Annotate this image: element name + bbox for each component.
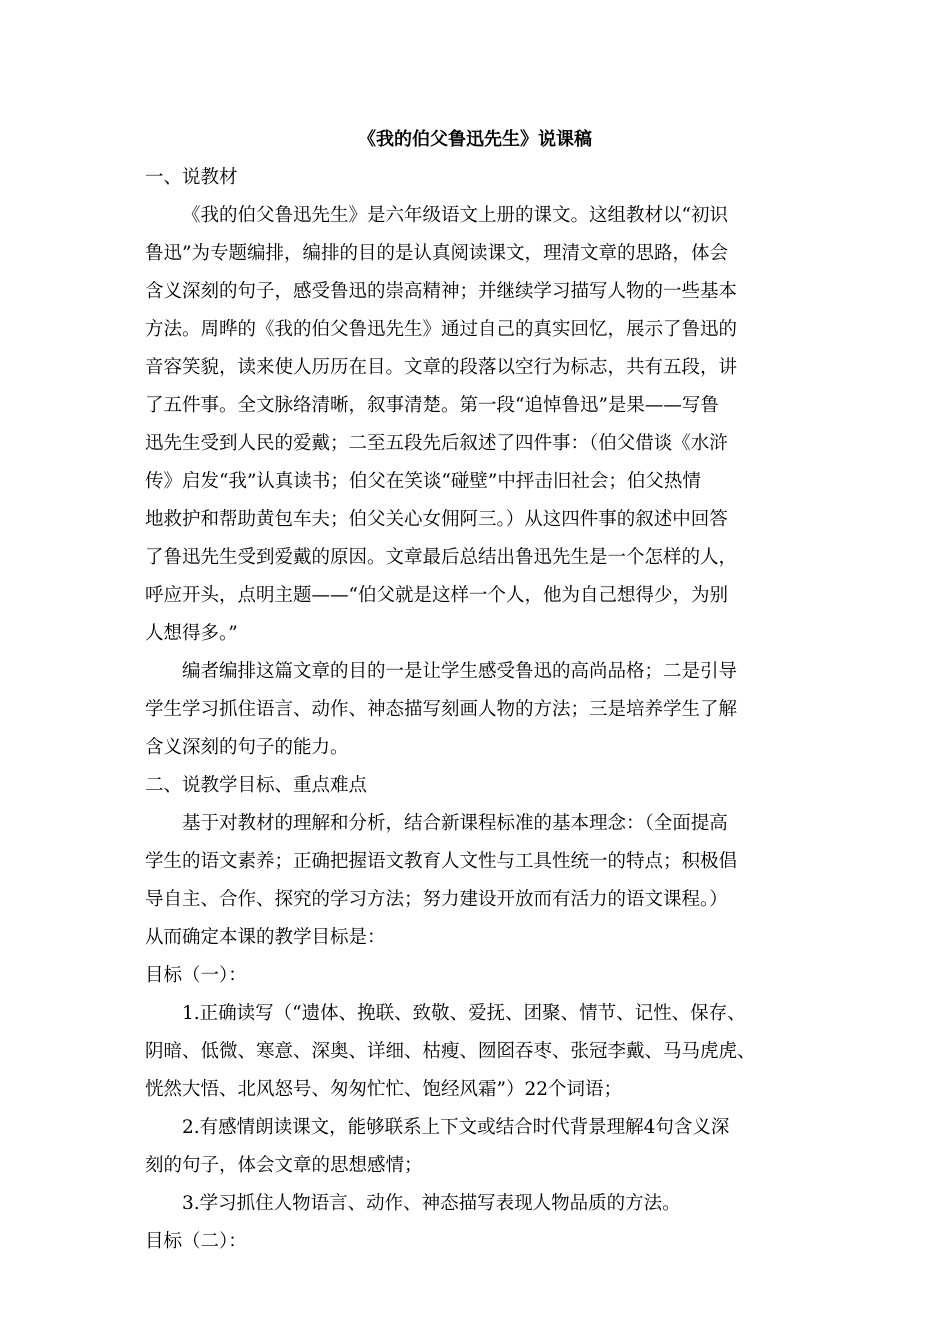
text-line: 方法。周晔的《我的伯父鲁迅先生》通过自己的真实回忆，展示了鲁迅的: [145, 319, 738, 340]
document-body: [145, 159, 785, 1261]
text-line: 目标（一）：: [145, 965, 247, 986]
text-line: 一、说教材: [145, 167, 238, 188]
text-line: 恍然大悟、北风怒号、匆匆忙忙、饱经风霜”）22个词语；: [145, 1079, 623, 1100]
text-line: 传》启发“我”认真读书；伯父在笑谈“碰壁”中抨击旧社会；伯父热情: [145, 471, 701, 492]
text-line: 了五件事。全文脉络清晰，叙事清楚。第一段“追悼鲁迅”是果——写鲁: [145, 395, 719, 416]
text-line: 呼应开头，点明主题——“伯父就是这样一个人，他为自己想得少，为别: [145, 585, 728, 606]
text-line: 编者编排这篇文章的目的一是让学生感受鲁迅的高尚品格；二是引导: [182, 661, 738, 682]
text-line: 基于对教材的理解和分析，结合新课程标准的基本理念：（全面提高: [182, 813, 728, 834]
text-line: 导自主、合作、探究的学习方法；努力建设开放而有活力的语文课程。）: [145, 889, 728, 910]
text-line: 从而确定本课的教学目标是：: [145, 927, 386, 948]
text-line: 《我的伯父鲁迅先生》是六年级语文上册的课文。这组教材以“初识: [182, 205, 728, 226]
text-line: 1.正确读写（“遗体、挽联、致敬、爱抚、团聚、情节、记性、保存、: [182, 1003, 746, 1024]
text-line: 目标（二）：: [145, 1231, 247, 1252]
text-line: 2.有感情朗读课文，能够联系上下文或结合时代背景理解4句含义深: [182, 1117, 730, 1138]
text-line: 含义深刻的句子的能力。: [145, 737, 349, 758]
text-line: 迅先生受到人民的爱戴；二至五段先后叙述了四件事：（伯父借谈《水浒: [145, 433, 728, 454]
text-line: 二、说教学目标、重点难点: [145, 775, 368, 796]
text-line: 含义深刻的句子，感受鲁迅的崇高精神；并继续学习描写人物的一些基本: [145, 281, 738, 302]
text-line: 3.学习抓住人物语言、动作、神态描写表现人物品质的方法。: [182, 1193, 681, 1214]
text-line: 音容笑貌，读来使人历历在目。文章的段落以空行为标志，共有五段，讲: [145, 357, 738, 378]
text-line: 学生的语文素养；正确把握语文教育人文性与工具性统一的特点；积极倡: [145, 851, 738, 872]
text-line: 了鲁迅先生受到爱戴的原因。文章最后总结出鲁迅先生是一个怎样的人，: [145, 547, 738, 568]
text-line: 刻的句子，体会文章的思想感情；: [145, 1155, 423, 1176]
text-line: 鲁迅”为专题编排，编排的目的是认真阅读课文，理清文章的思路，体会: [145, 243, 728, 264]
text-line: 地救护和帮助黄包车夫；伯父关心女佣阿三。）从这四件事的叙述中回答: [145, 509, 728, 530]
text-line: 学生学习抓住语言、动作、神态描写刻画人物的方法；三是培养学生了解: [145, 699, 738, 720]
document-title: 《我的伯父鲁迅先生》说课稿: [358, 129, 592, 150]
text-line: 人想得多。”: [145, 623, 238, 644]
text-line: 阴暗、低微、寒意、深奥、详细、枯瘦、囫囵吞枣、张冠李戴、马马虎虎、: [145, 1041, 756, 1062]
